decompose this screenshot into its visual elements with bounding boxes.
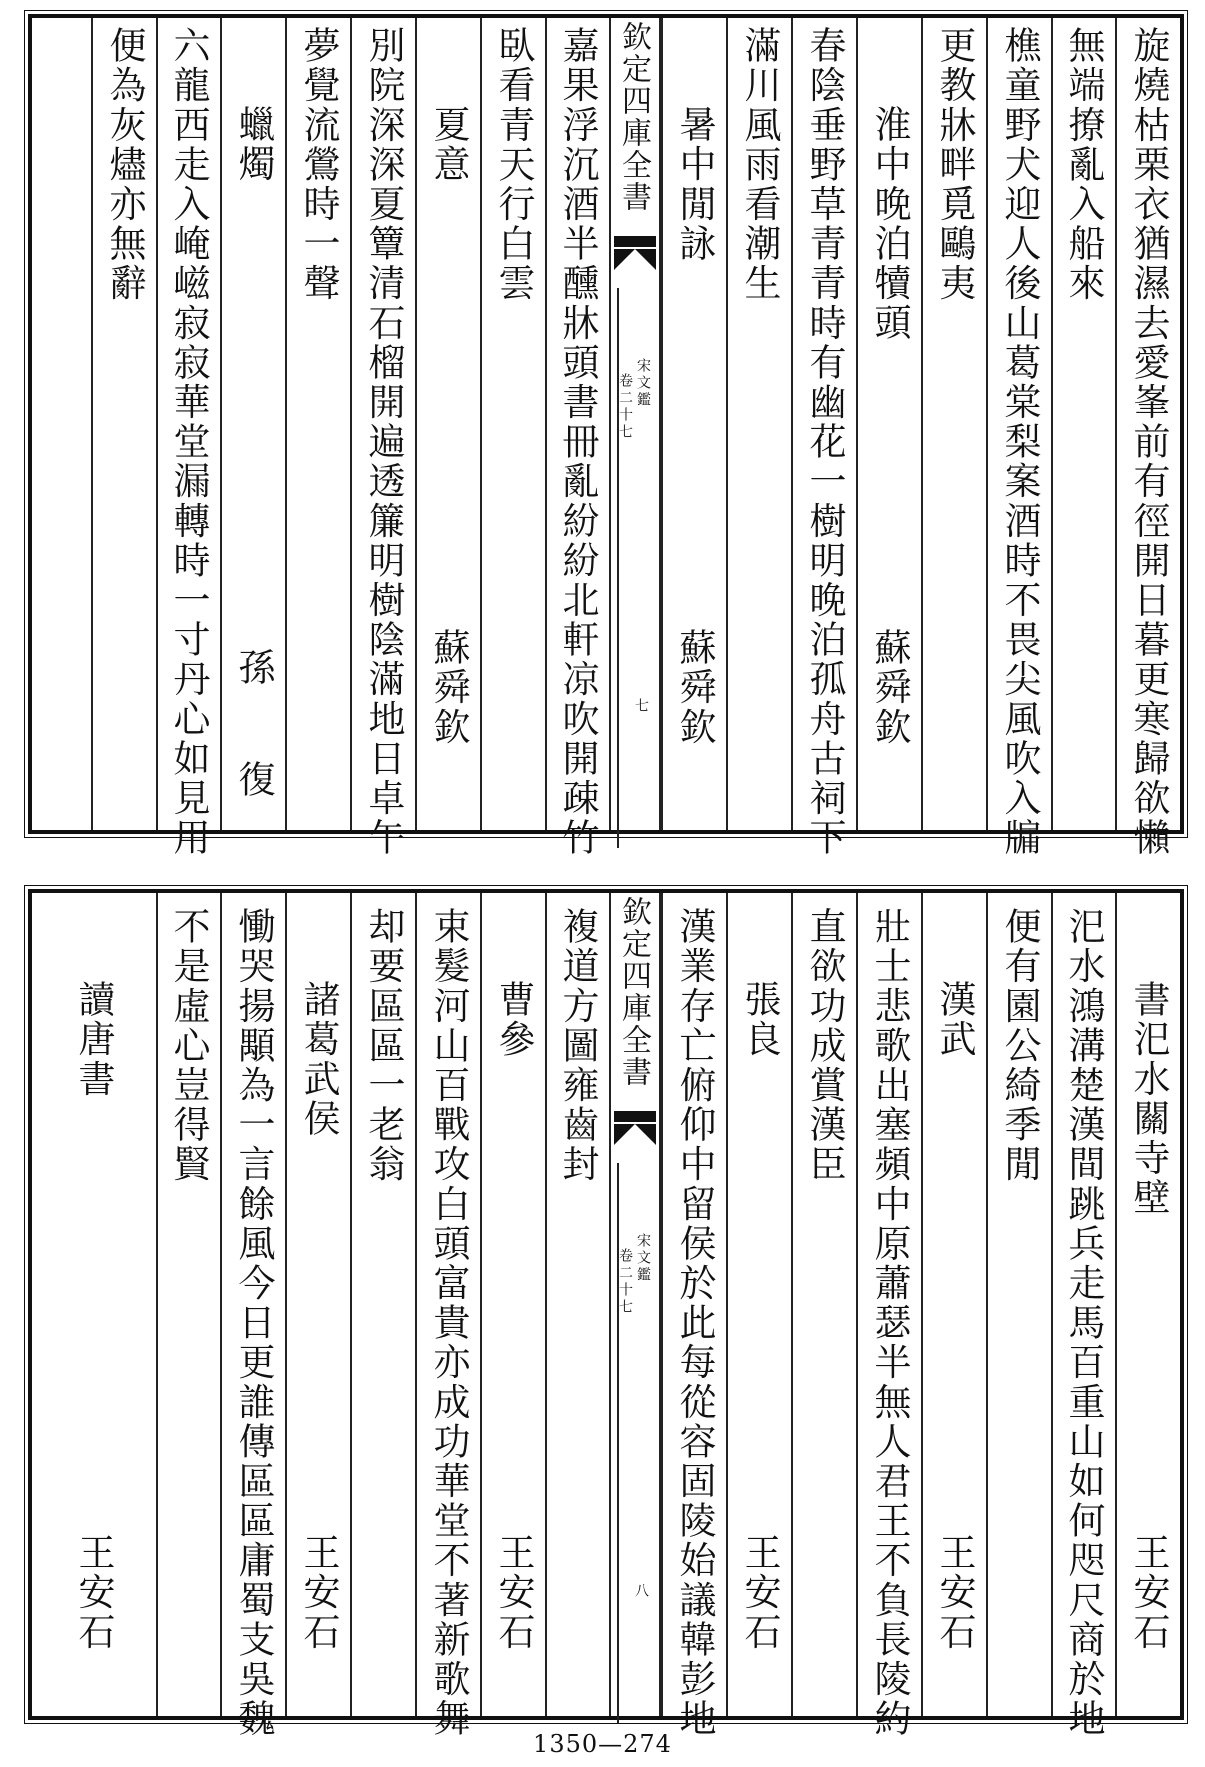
leaf-number: 七 bbox=[633, 698, 649, 715]
col-4 bbox=[921, 893, 986, 1716]
verse-line: 汜水鴻溝楚漢間跳兵走馬百重山如何咫尺商於地 bbox=[1062, 907, 1105, 1739]
col-4 bbox=[921, 18, 986, 830]
poem-title: 暑中閒詠 bbox=[673, 105, 716, 264]
verse-line: 漢業存亡俯仰中留侯於此每從容固陵始議韓彭地 bbox=[673, 907, 716, 1739]
verse-line: 滿川風雨看潮生 bbox=[738, 26, 781, 304]
verse-line: 春陰垂野草青青時有幽花一樹明晚泊孤舟古祠下 bbox=[803, 26, 846, 858]
col-1 bbox=[1115, 18, 1180, 858]
poem-author: 蘇舜欽 bbox=[427, 628, 470, 747]
verse-line: 便有園公綺季閒 bbox=[998, 907, 1041, 1185]
col-8 bbox=[661, 18, 726, 830]
poem-title: 張良 bbox=[738, 980, 781, 1060]
verse-line: 壯士悲歌出塞頻中原蕭瑟半無人君王不負長陵約 bbox=[868, 907, 911, 1739]
col-14 bbox=[220, 893, 285, 1739]
col-3 bbox=[986, 893, 1051, 1716]
book-name: 宋文鑑 bbox=[635, 358, 651, 409]
verse-line: 六龍西走入崦嵫寂寂華堂漏轉時一寸丹心如見用 bbox=[167, 26, 210, 858]
top-page-frame bbox=[28, 14, 1184, 858]
verse-line: 更教牀畔覓鷗夷 bbox=[933, 26, 976, 304]
poem-author: 蘇舜欽 bbox=[868, 628, 911, 747]
col-3 bbox=[986, 18, 1051, 858]
poem-author: 王安石 bbox=[1127, 1533, 1170, 1652]
poem-title: 曹參 bbox=[492, 980, 535, 1060]
verse-line: 樵童野犬迎人後山葛棠梨案酒時不畏尖風吹入牖 bbox=[998, 26, 1041, 858]
book-name: 宋文鑑 bbox=[635, 1233, 651, 1284]
col-7 bbox=[726, 893, 791, 1716]
col-13 bbox=[285, 18, 350, 830]
poem-author: 孫 復 bbox=[232, 648, 275, 813]
fishtail-ornament-icon bbox=[614, 1111, 656, 1145]
col-6 bbox=[791, 893, 856, 1716]
poem-title: 蠟燭 bbox=[232, 105, 275, 185]
verse-line: 直欲功成賞漢臣 bbox=[803, 907, 846, 1185]
verse-line: 却要區區一老翁 bbox=[362, 907, 405, 1185]
poem-title: 淮中晚泊犢頭 bbox=[868, 105, 911, 343]
verse-line: 慟哭揚顒為一言餘風今日更誰傳區區庸蜀支吳魏 bbox=[232, 907, 275, 1739]
verse-line: 旋燒枯栗衣猶濕去愛峯前有徑開日暮更寒歸欲懶 bbox=[1127, 26, 1170, 858]
col-blank bbox=[32, 18, 91, 830]
col-12 bbox=[350, 893, 415, 1716]
col-14 bbox=[220, 18, 285, 830]
poem-author: 王安石 bbox=[72, 1533, 115, 1652]
col-10 bbox=[480, 18, 545, 830]
juan-number: 卷二十七 bbox=[617, 373, 633, 441]
poem-title: 讀唐書 bbox=[72, 980, 115, 1099]
verse-line: 臥看青天行白雲 bbox=[492, 26, 535, 304]
poem-author: 蘇舜欽 bbox=[673, 628, 716, 747]
verse-line: 嘉果浮沉酒半醺牀頭書冊亂紛紛北軒凉吹開疎竹 bbox=[556, 26, 599, 858]
collection-title: 欽定四庫全書 bbox=[616, 21, 651, 213]
col-12 bbox=[350, 18, 415, 858]
verse-line: 複道方圖雍齒封 bbox=[556, 907, 599, 1185]
juan-number: 卷二十七 bbox=[617, 1248, 633, 1316]
col-16 bbox=[32, 893, 156, 1716]
centre-inner-rule bbox=[617, 288, 619, 848]
col-2 bbox=[1051, 893, 1115, 1739]
poem-title: 夏意 bbox=[427, 105, 470, 185]
col-9 bbox=[545, 18, 609, 858]
collection-title: 欽定四庫全書 bbox=[616, 896, 651, 1088]
poem-title: 漢武 bbox=[933, 980, 976, 1060]
col-7 bbox=[726, 18, 791, 830]
poem-author: 王安石 bbox=[933, 1533, 976, 1652]
poem-author: 王安石 bbox=[297, 1533, 340, 1652]
col-11 bbox=[415, 18, 480, 830]
col-2 bbox=[1051, 18, 1115, 830]
col-1 bbox=[1115, 893, 1180, 1716]
poem-title: 書汜水關寺壁 bbox=[1127, 980, 1170, 1218]
col-11 bbox=[415, 893, 480, 1739]
bottom-page-frame bbox=[28, 889, 1184, 1739]
verse-line: 別院深深夏簟清石榴開遍透簾明樹陰滿地日卓午 bbox=[362, 26, 405, 858]
col-15 bbox=[156, 18, 220, 858]
col-13 bbox=[285, 893, 350, 1716]
poem-author: 王安石 bbox=[492, 1533, 535, 1652]
col-9 bbox=[545, 893, 609, 1716]
centre-column bbox=[609, 893, 661, 1716]
verse-line: 便為灰燼亦無辭 bbox=[103, 26, 146, 304]
leaf-number: 八 bbox=[633, 1583, 649, 1600]
verse-line: 夢覺流鶯時一聲 bbox=[297, 26, 340, 304]
col-10 bbox=[480, 893, 545, 1716]
centre-inner-rule bbox=[617, 1163, 619, 1723]
col-5 bbox=[856, 18, 921, 830]
col-8 bbox=[661, 893, 726, 1739]
col-16 bbox=[91, 18, 156, 830]
col-5 bbox=[856, 893, 921, 1739]
verse-line: 束髮河山百戰攻白頭富貴亦成功華堂不著新歌舞 bbox=[427, 907, 470, 1739]
col-15 bbox=[156, 893, 220, 1716]
page-number: 1350—274 bbox=[533, 1730, 672, 1758]
centre-column bbox=[609, 18, 661, 830]
fishtail-ornament-icon bbox=[614, 236, 656, 270]
poem-author: 王安石 bbox=[738, 1533, 781, 1652]
verse-line: 不是虛心豈得賢 bbox=[167, 907, 210, 1185]
poem-title: 諸葛武侯 bbox=[297, 980, 340, 1139]
verse-line: 無端撩亂入船來 bbox=[1062, 26, 1105, 304]
col-6 bbox=[791, 18, 856, 858]
